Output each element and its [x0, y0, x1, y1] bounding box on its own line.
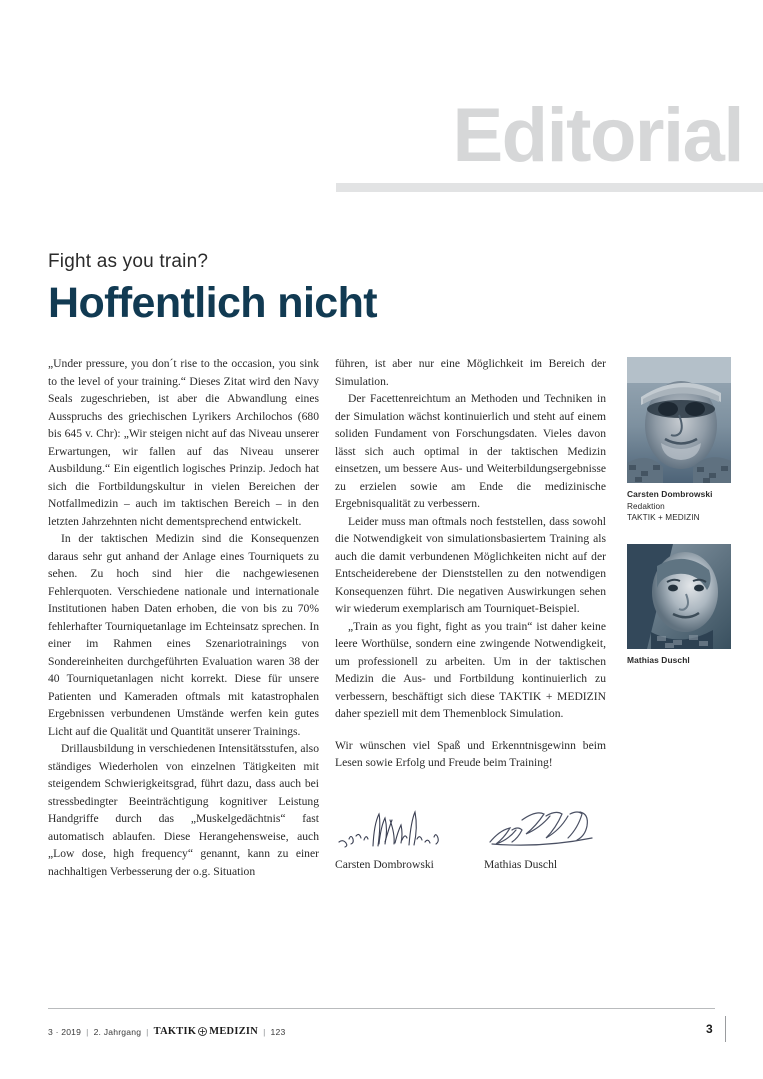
footer-divider [48, 1008, 715, 1009]
footer-issue: 3 · 2019 [48, 1026, 82, 1037]
portrait-carsten-dombrowski [627, 357, 731, 483]
journal-logo-part2: MEDIZIN [209, 1026, 259, 1037]
author-role: Redaktion [627, 501, 665, 511]
paragraph: Drillausbildung in verschiedenen Intensitätsstufen, also ständiges Wiederholen von einzelnen Tätigkeiten mit steigendem Schwierigkeitsgrad, führt dazu, dass auch bei stressbedingter Beeinträchtigung kognitiver Leistung Handgriffe durch das „Muskelgedächtnis“ fast automatisch ablaufen. Diese Herangehensweise, auch „Low dose, high frequency“ genannt, kann zu einer nachhaltigen Verbesserung der o.g. Situation [48, 742, 319, 878]
author-caption [627, 655, 731, 667]
signature-name: Mathias Duschl [484, 858, 558, 871]
author-name: Mathias Duschl [627, 654, 690, 665]
author-sidebar [627, 357, 731, 686]
signature-cell [335, 806, 466, 872]
page-number-rule [725, 1016, 726, 1042]
signature-row [335, 806, 615, 872]
masthead-rule [336, 183, 763, 192]
portrait-mathias-duschl [627, 544, 731, 649]
paragraph: „Under pressure, you don´t rise to the occasion, you sink to the level of your training.“ Dieses Zitat wird den Navy Seals zugeschrieben, ist aber die Abwandlung eines Ausspruchs des griechischen Lyrikers Archilochos (680 bis 645 v. Chr): „Wir steigen nicht auf das Niveau unserer Erwartungen, wir fallen auf das Niveau unserer Ausbildung.“ Ein eigentlich logisches Prinzip. Jedoch hat sich die Fortbildungskultur in vielen Bereichen der Notfallmedizin – auch im taktischen Bereich – in den letzten Jahrzehnten nicht dementsprechend entwickelt. [48, 357, 319, 528]
author-block [627, 544, 731, 667]
masthead-title: Editorial [452, 93, 743, 178]
body-column-left [48, 355, 319, 880]
paragraph: „Train as you fight, fight as you train“ ist daher keine leere Worthülse, sondern eine zwingende Notwendigkeit, um professionell zu arbeiten. Um in der taktischen Medizin die Aus- und Fortbildung kontinuierlich zu verbessern, beschäftigt sich diese TAKTIK + MEDIZIN daher speziell mit dem Themenblock Simulation. [335, 619, 606, 720]
page-number: 3 [706, 1022, 713, 1036]
author-name: Carsten Dombrowski [627, 489, 713, 499]
paragraph: Der Facettenreichtum an Methoden und Techniken in der Simulation wächst kontinuierlich und steht auf einem soliden Fundament von Forschungsdaten. Vieles davon lässt sich auch optimal in der taktischen Medizin einsetzen, um bessere Aus- und Weiterbildungsergebnisse zu erzielen sowie am Ende die medizinische Ergebnisqualität zu verbessern. [335, 392, 606, 510]
footer-volume: 2. Jahrgang [93, 1026, 142, 1037]
signature-carsten-dombrowski [335, 806, 465, 856]
masthead [0, 0, 763, 200]
paragraph: Leider muss man oftmals noch feststellen, dass sowohl die Notwendigkeit von simulationsbasiertem Training als auch die damit verbundenen Möglichkeiten nicht auf der Entscheiderebene der Dienststellen zu den notwendigen Konsequenzen führt. Die negativen Auswirkungen sehen wir wiederum exemplarisch am Tourniquet-Beispiel. [335, 514, 606, 615]
body-column-right [335, 355, 606, 772]
journal-logo [154, 1026, 258, 1037]
author-caption [627, 489, 731, 524]
page-title: Hoffentlich nicht [48, 278, 377, 327]
paragraph: In der taktischen Medizin sind die Konsequenzen daraus sehr gut anhand der Anlage eines Tourniquets zu sehen. Zu hoch sind hier die nachgewiesenen Fehlerquoten. Verschiedene nationale und internationale Institutionen haben Daten erhoben, die von bis zu 70% fehlerhafter Tourniquetanlage im Echteinsatz sprechen. In einer im Rahmen eines Szenariotrainings von Sondereinheiten durchgeführten Evaluation waren 38 der 40 Tourniquetanlagen nicht korrekt. Diese für unsere Patienten und Kameraden oftmals mit katastrophalen Ergebnissen verbundenen Umstände werfen kein gutes Licht auf die Qualität und Quantität unserer Trainings. [48, 532, 319, 738]
footer-separator: | [263, 1026, 266, 1037]
journal-logo-part1: TAKTIK [153, 1026, 197, 1037]
paragraph: führen, ist aber nur eine Möglichkeit im Bereich der Simulation. [335, 357, 606, 388]
footer-separator: | [86, 1026, 89, 1037]
footer-separator: | [146, 1026, 149, 1037]
author-block [627, 357, 731, 524]
article-kicker: Fight as you train? [48, 251, 209, 272]
paragraph: Wir wünschen viel Spaß und Erkenntnisgewinn beim Lesen sowie Erfolg und Freude beim Training! [335, 738, 606, 769]
signature-name: Carsten Dombrowski [335, 858, 434, 871]
signature-cell [484, 806, 615, 872]
title-block [48, 252, 568, 326]
author-affiliation: TAKTIK + MEDIZIN [627, 513, 700, 522]
footer-article-number: 123 [270, 1026, 286, 1037]
circled-cross-icon [198, 1027, 207, 1036]
signature-mathias-duschl [484, 806, 614, 856]
footer-meta [48, 1026, 285, 1037]
